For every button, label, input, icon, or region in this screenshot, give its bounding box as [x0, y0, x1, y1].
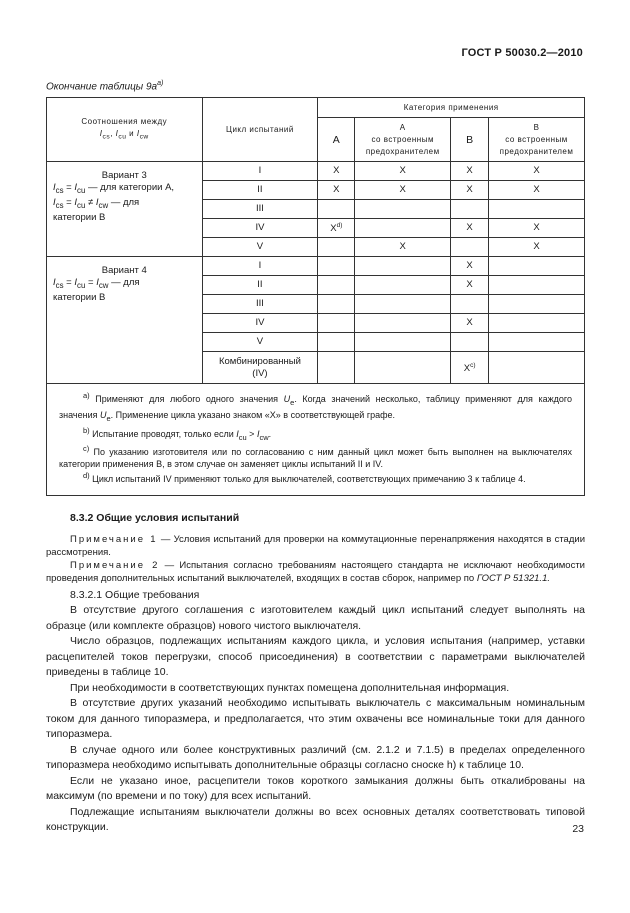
cycle-cell: II [202, 181, 318, 200]
note-2-text: — Испытания согласно требованиям настоящего стандарта не исключают необходимости проведения дополнительных испытаний выключателей, входящих в состав сборок, например по [46, 559, 585, 584]
note-1-text: — Условия испытаний для проверки на коммутационные перенапряжения находятся в стадии рассмотрения. [46, 533, 585, 558]
header-relation-vars: $I_{cs}$, $I_{cu}$ и $I_{cw}$ [99, 128, 149, 141]
mark-cell: X [451, 257, 489, 276]
mark-cell: $X^{d)}$ [318, 219, 355, 238]
mark-cell [355, 257, 451, 276]
header-cat-b-fuse: В со встроенным предохранителем [489, 118, 585, 162]
paragraph: В случае одного или более конструктивных различий (см. 2.1.2 и 7.1.5) в пределах определенного типоразмера необходимо испытывать дополнительные образцы согласно сноске h) к таблице 10. [46, 743, 585, 771]
header-cat-a-fuse: А со встроенным предохранителем [355, 118, 451, 162]
mark-cell [489, 257, 585, 276]
note-1-label: Примечание 1 [70, 533, 158, 545]
mark-cell [318, 333, 355, 352]
cycle-cell: III [202, 295, 318, 314]
mark-cell: X [489, 181, 585, 200]
mark-cell [355, 295, 451, 314]
paragraph: Если не указано иное, расцепители токов короткого замыкания должны быть откалиброваны на максимум (по времени и по току) для всех испытаний. [46, 774, 585, 802]
mark-cell [355, 219, 451, 238]
mark-cell [489, 276, 585, 295]
variant-4-line1: $I_{cs} = I_{cu} = I_{cw}$ — для [53, 277, 140, 290]
footnote-d: $^{d)}$ Цикл испытаний IV применяют только для выключателей, соответствующих примечанию 3 к таблице 4. [83, 471, 526, 485]
mark-cell: X [489, 238, 585, 257]
mark-cell [318, 295, 355, 314]
page-number: 23 [572, 823, 584, 835]
section-title: 8.3.2 Общие условия испытаний [70, 512, 240, 524]
mark-cell: X [318, 181, 355, 200]
subsection-title: 8.3.2.1 Общие требования [70, 588, 200, 601]
variant-4-line2: категории В [53, 291, 106, 303]
footnote-a: $^{а)}$ Применяют для любого одного значения $U_e$. Когда значений несколько, таблицу применяют для каждого значения $U_e$. Применение цикла указано знаком «X» в соответствующей графе. [59, 391, 572, 423]
mark-cell [355, 352, 451, 384]
table-caption: Окончание таблицы $9а^{а)}$ [46, 80, 164, 93]
cycle-cell: V [202, 333, 318, 352]
paragraph: Подлежащие испытаниям выключатели должны во всех основных деталях соответствовать типовой конструкции. [46, 805, 585, 833]
mark-cell [451, 333, 489, 352]
cycle-cell: II [202, 276, 318, 295]
mark-cell [355, 276, 451, 295]
mark-cell [489, 352, 585, 384]
paragraph: В отсутствие другого соглашения с изготовителем каждый цикл испытаний следует выполнять на образце (или комплекте образцов) нового чистого выключателя. [46, 604, 585, 632]
test-cycles-table [46, 97, 585, 496]
note-1 [46, 533, 585, 559]
variant-4-title: Вариант 4 [101, 265, 147, 276]
mark-cell: X [355, 181, 451, 200]
header-category: Категория применения [318, 98, 585, 118]
note-2-label: Примечание 2 [70, 559, 160, 571]
mark-cell [489, 200, 585, 219]
mark-cell [318, 200, 355, 219]
variant-3-cell [47, 162, 203, 257]
note-2 [46, 559, 585, 585]
document-code: ГОСТ Р 50030.2—2010 [461, 47, 583, 59]
footnote-b: $^{b)}$ Испытание проводят, только если $I_{cu} > I_{cw}$. [83, 425, 272, 442]
cycle-cell: III [202, 200, 318, 219]
mark-cell: X [451, 162, 489, 181]
footnote-c: $^{c)}$ По указанию изготовителя или по согласованию с ним данный цикл может быть выполнен на выключателях категории применения В, в этом случае он заменяет циклы испытаний II и IV. [59, 444, 572, 470]
variant-3-line3: категории В [53, 211, 106, 223]
mark-cell [318, 257, 355, 276]
mark-cell: X [318, 162, 355, 181]
caption-footnote-mark: а) [157, 80, 164, 87]
header-cycle: Цикл испытаний [202, 98, 318, 162]
paragraph: Число образцов, подлежащих испытаниям каждого цикла, и условия испытания (например, уставки расцепителей токов перегрузки, способ присоединения) в соответствии с параметрами выключателей приведены в таблице 10. [46, 635, 585, 678]
mark-cell [489, 333, 585, 352]
mark-cell [318, 276, 355, 295]
mark-cell [451, 200, 489, 219]
mark-cell [489, 295, 585, 314]
mark-cell: X [489, 219, 585, 238]
mark-cell: X [451, 276, 489, 295]
mark-cell [355, 333, 451, 352]
cycle-cell: I [202, 257, 318, 276]
cycle-cell: Комбинированный (IV) [202, 352, 318, 384]
mark-cell: X [489, 162, 585, 181]
paragraph: При необходимости в соответствующих пунктах помещена дополнительная информация. [70, 681, 510, 694]
mark-cell [318, 352, 355, 384]
cycle-cell: V [202, 238, 318, 257]
mark-cell [318, 238, 355, 257]
note-2-ref: ГОСТ Р 51321.1. [476, 572, 550, 584]
mark-cell: X [355, 162, 451, 181]
mark-cell: $X^{c)}$ [451, 352, 489, 384]
variant-3-line2: $I_{cs} = I_{cu} \ne I_{cw}$ — для [53, 196, 140, 210]
mark-cell [318, 314, 355, 333]
mark-cell [451, 238, 489, 257]
header-cat-b: В [451, 118, 489, 162]
mark-cell [355, 314, 451, 333]
variant-3-line1: $I_{cs} = I_{cu}$ — для категории А, [53, 182, 175, 195]
variant-4-cell [47, 257, 203, 384]
section-body [46, 511, 585, 836]
cycle-cell: I [202, 162, 318, 181]
mark-cell: X [451, 314, 489, 333]
table-footnotes [47, 384, 585, 496]
header-cat-a: А [318, 118, 355, 162]
paragraph: В отсутствие других указаний необходимо испытывать выключатель с максимальным номинальным током для данного типоразмера, и предполагается, что этим охвачены все номинальные токи для данного типоразмера. [46, 697, 585, 740]
cycle-cell: IV [202, 314, 318, 333]
mark-cell: X [451, 219, 489, 238]
mark-cell [355, 200, 451, 219]
header-relation: Соотношения между $I_{cs}$, $I_{cu}$ и $I_{cw}$ [47, 98, 203, 162]
mark-cell [451, 295, 489, 314]
mark-cell [489, 314, 585, 333]
mark-cell: X [355, 238, 451, 257]
variant-3-title: Вариант 3 [101, 170, 147, 181]
cycle-cell: IV [202, 219, 318, 238]
mark-cell: X [451, 181, 489, 200]
